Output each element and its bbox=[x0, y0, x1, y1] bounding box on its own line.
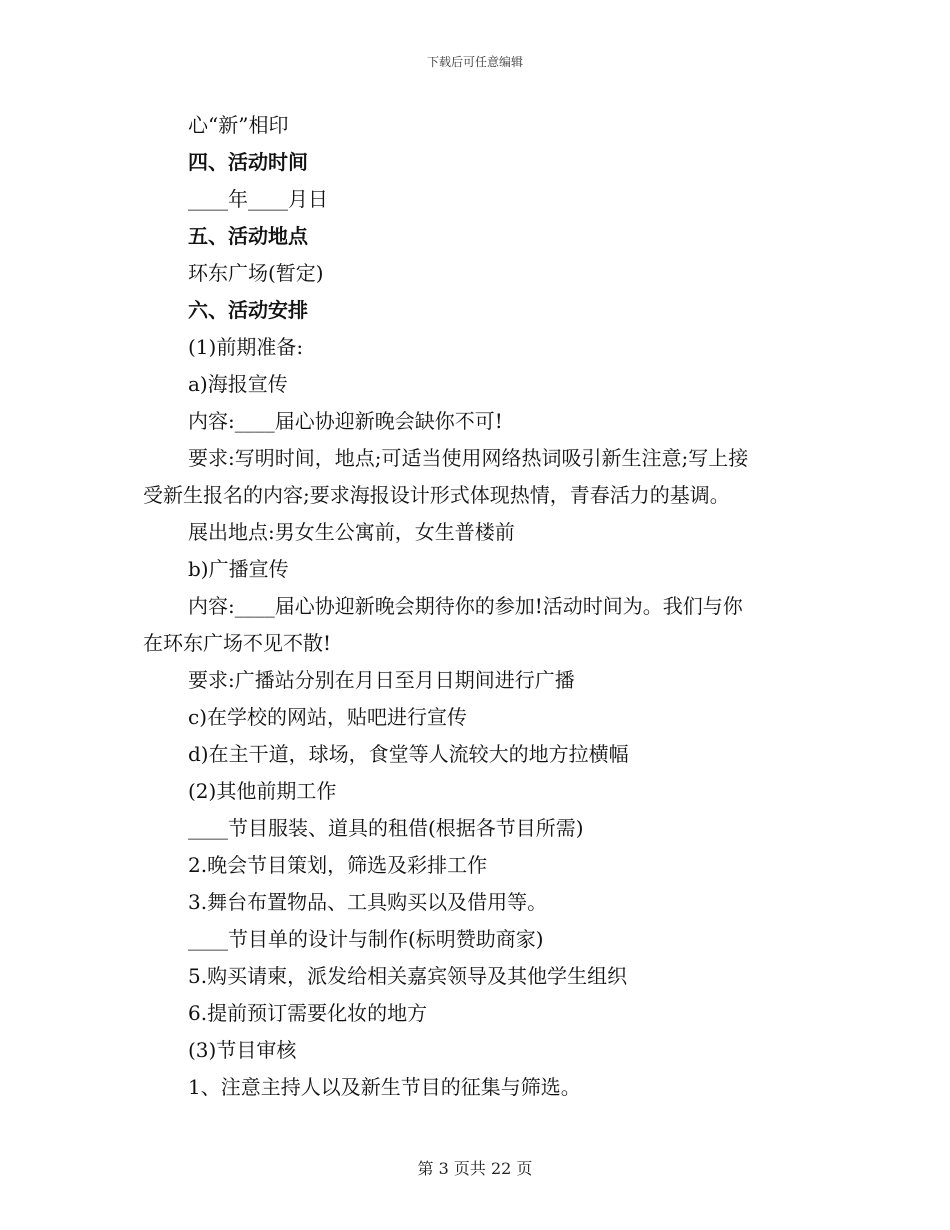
body-line: 5.购买请柬，派发给相关嘉宾领导及其他学生组织 bbox=[188, 964, 628, 988]
section-heading-arrangement: 六、活动安排 bbox=[188, 298, 308, 322]
body-line: 受新生报名的内容;要求海报设计形式体现热情，青春活力的基调。 bbox=[143, 483, 730, 507]
body-line: 内容:____届心协迎新晚会期待你的参加!活动时间为。我们与你 bbox=[188, 594, 743, 618]
body-line: 心“新”相印 bbox=[188, 113, 289, 137]
body-line: d)在主干道，球场，食堂等人流较大的地方拉横幅 bbox=[188, 742, 629, 766]
body-line: 内容:____届心协迎新晚会缺你不可! bbox=[188, 409, 503, 433]
body-line: ____节目服装、道具的租借(根据各节目所需) bbox=[188, 816, 584, 840]
body-line: 要求:写明时间，地点;可适当使用网络热词吸引新生注意;写上接 bbox=[188, 446, 749, 470]
date-blank-line: ____年____月日 bbox=[188, 187, 328, 211]
section-heading-time: 四、活动时间 bbox=[188, 150, 308, 174]
body-line: 3.舞台布置物品、工具购买以及借用等。 bbox=[188, 890, 548, 914]
body-line: ____节目单的设计与制作(标明赞助商家) bbox=[188, 927, 544, 951]
section-heading-location: 五、活动地点 bbox=[188, 224, 308, 248]
body-line: 展出地点:男女生公寓前，女生普楼前 bbox=[188, 520, 515, 544]
document-body bbox=[0, 107, 950, 1106]
body-line: 在环东广场不见不散! bbox=[143, 631, 332, 655]
page-footer: 第 3 页共 22 页 bbox=[417, 1159, 533, 1178]
body-line: c)在学校的网站，贴吧进行宣传 bbox=[188, 705, 468, 729]
body-line: b)广播宣传 bbox=[188, 557, 289, 581]
page-header: 下载后可任意编辑 bbox=[426, 55, 523, 69]
body-line: 1、注意主持人以及新生节目的征集与筛选。 bbox=[188, 1075, 581, 1099]
body-line: 要求:广播站分别在月日至月日期间进行广播 bbox=[188, 668, 575, 692]
body-line: 6.提前预订需要化妆的地方 bbox=[188, 1001, 428, 1025]
body-line: 2.晚会节目策划，筛选及彩排工作 bbox=[188, 853, 488, 877]
body-line: 环东广场(暂定) bbox=[188, 261, 324, 285]
body-line: (3)节目审核 bbox=[188, 1038, 297, 1062]
body-line: a)海报宣传 bbox=[188, 372, 288, 396]
body-line: (1)前期准备: bbox=[188, 335, 304, 359]
body-line: (2)其他前期工作 bbox=[188, 779, 337, 803]
